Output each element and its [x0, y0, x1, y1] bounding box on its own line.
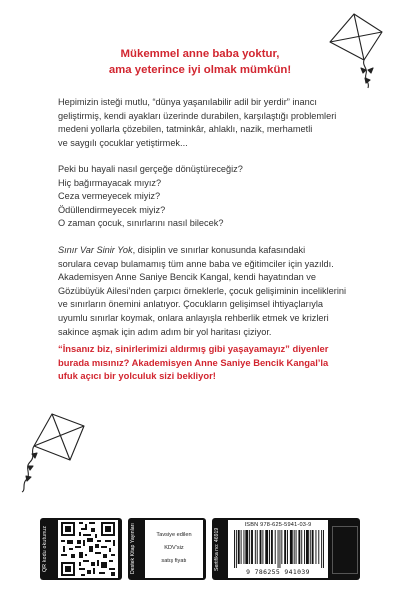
headline-line-1: Mükemmel anne baba yoktur, — [120, 48, 280, 60]
headline — [40, 46, 360, 78]
price-line: satış fiyatı — [161, 558, 187, 564]
closing-line: ufuk açıcı bir yolculuk sizi bekliyor! — [58, 370, 216, 382]
barcode-digits: 9 786255 941039 — [246, 568, 310, 576]
intro-line: geliştirmiş, kendi ayakları üzerinde durabilen, karşılaştığı problemleri — [58, 110, 337, 121]
qr-label: QR kodu okutunuz — [42, 525, 48, 573]
barcode — [234, 530, 324, 568]
intro-paragraph — [58, 96, 348, 150]
barcode-panel — [212, 518, 360, 580]
qr-code[interactable] — [58, 520, 118, 578]
question-line: Hiç bağırmayacak mıyız? — [58, 177, 162, 188]
price-line: Tavsiye edilen — [156, 532, 192, 538]
closing-line: burada mısınız? Akademisyen Anne Saniye Bencik Kangal’la — [58, 356, 329, 368]
description-line: Akademisyen Anne Saniye Bencik Kangal, kendi hayatından ve — [58, 272, 316, 283]
description-line: ve sınırların önemini anlatıyor. Çocukların gelişimsel ihtiyaçlarıyla — [58, 299, 324, 310]
intro-line: ve saygılı çocuklar yetiştirmek... — [58, 137, 188, 148]
price-line: KDV’siz — [164, 545, 184, 551]
closing-statement — [58, 342, 358, 383]
isbn-text: ISBN 978-625-5941-03-9 — [244, 522, 312, 528]
publisher-logo — [332, 526, 358, 574]
description-line: uyumlu sınırlar koymak, onlara anlayışla rehberlik etmek ve krizleri — [58, 312, 329, 323]
description-line: sorulara cevap bulamamış tüm anne baba ve eğitimciler için yazıldı. — [58, 258, 334, 269]
recommended-price-box — [145, 520, 203, 578]
qr-code-panel — [40, 518, 122, 580]
publisher-label: Destek Kitap Yayınları — [130, 523, 136, 575]
headline-line-2: ama yeterince iyi olmak mümkün! — [108, 64, 292, 76]
question-line: O zaman çocuk, sınırlarını nasıl bilecek? — [58, 218, 224, 229]
kite-illustration-bottom — [12, 412, 90, 494]
price-panel — [128, 518, 206, 580]
question-line: Ceza vermeyecek miyiz? — [58, 191, 161, 202]
book-title: Sınır Var Sinir Yok — [58, 245, 133, 255]
intro-line: Hepimizin isteği mutlu, “dünya yaşanılabilir adil bir yerdir” inancı — [58, 97, 317, 107]
questions-paragraph — [58, 163, 348, 231]
description-first-line-rest: , disiplin ve sınırlar konusunda kafasındaki — [132, 245, 306, 255]
description-line: sakince aşmak için adım adım bir yol haritası çiziyor. — [58, 326, 272, 337]
intro-line: medeni yollarla çözebilen, tatminkâr, ahlaklı, nazik, merhametli — [58, 124, 313, 135]
description-first-line — [58, 244, 348, 258]
closing-line: “İnsanız biz, sinirlerimizi aldırmış gibi yaşayamayız” diyenler — [58, 343, 329, 354]
barcode-box — [228, 520, 328, 578]
question-line: Peki bu hayali nasıl gerçeğe dönüştüreceğiz? — [58, 164, 243, 174]
question-line: Ödüllendirmeyecek miyiz? — [58, 204, 166, 215]
price-text — [156, 526, 191, 565]
description-line: Gözübüyük Ailesi’nden çarpıcı örneklerle, çocuk gelişiminin inceliklerini — [58, 285, 347, 296]
description-paragraph — [58, 244, 348, 339]
certificate-label: Sertifika no: 46919 — [214, 527, 220, 571]
